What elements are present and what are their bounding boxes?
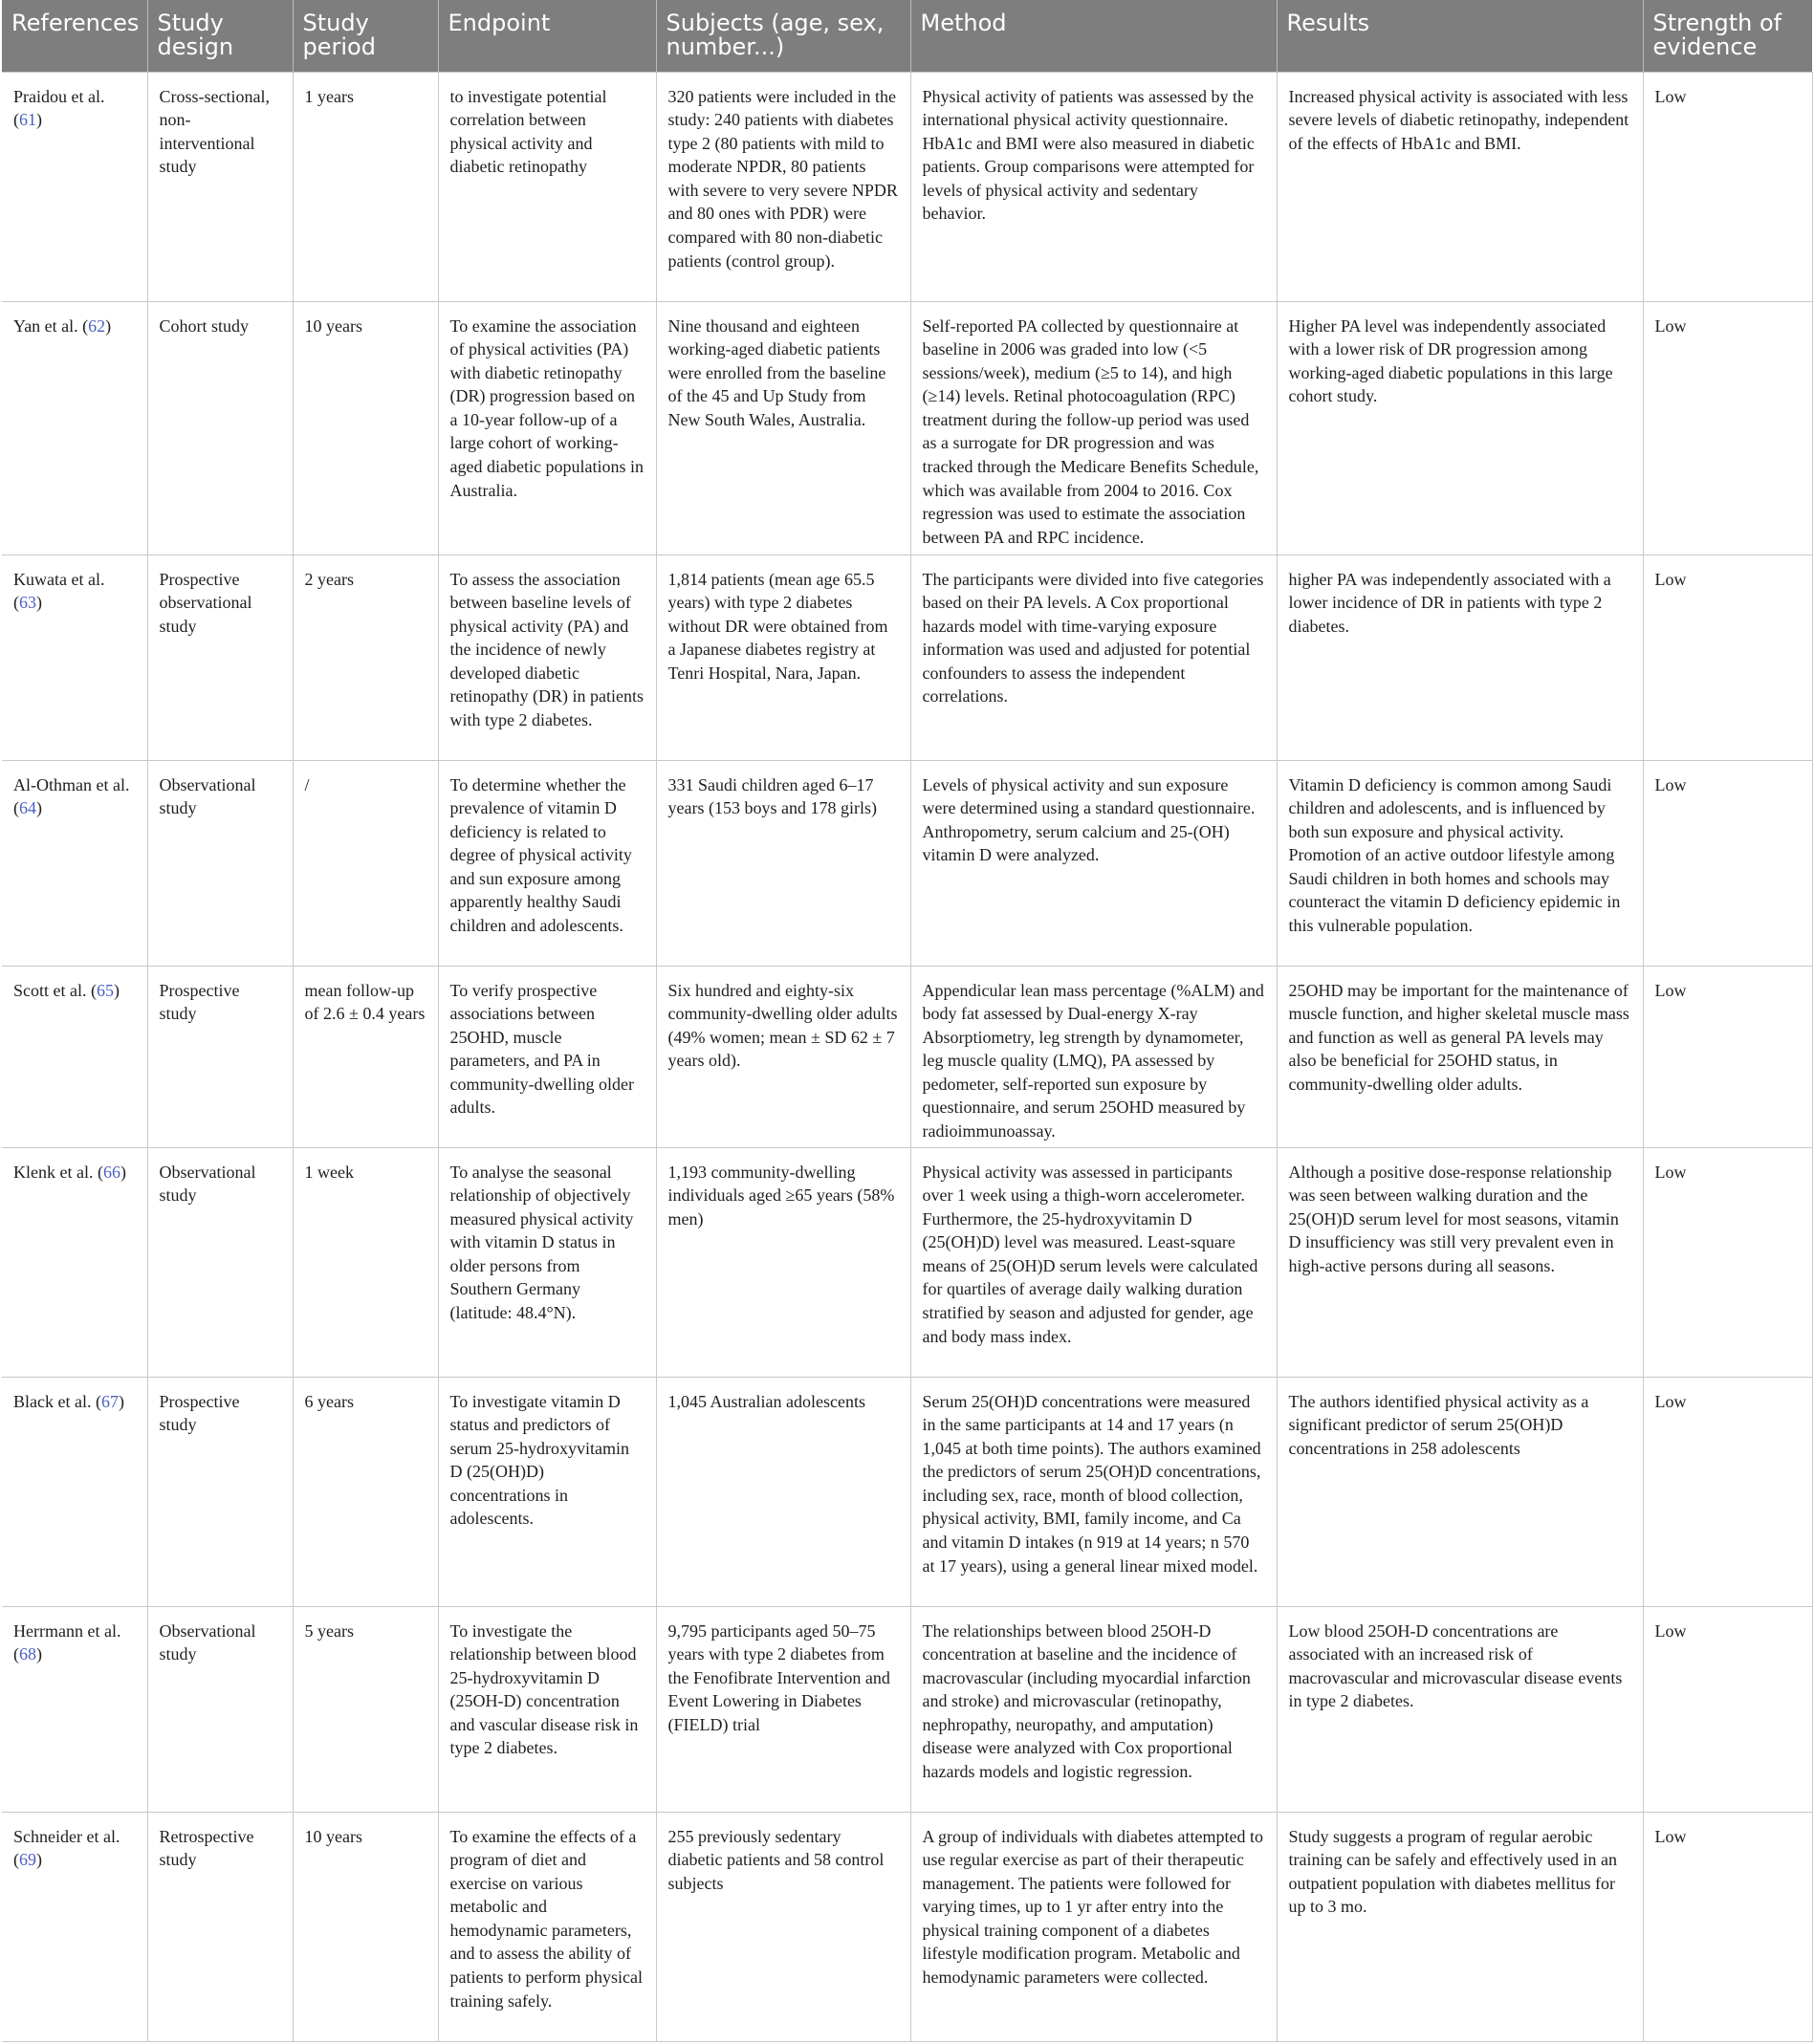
cell-strength: Low <box>1643 554 1812 760</box>
reference-link[interactable]: 64 <box>19 798 36 818</box>
cell-subjects: 255 previously sedentary diabetic patients and 58 control subjects <box>656 1812 910 2041</box>
cell-design: Cross-sectional, non-interventional study <box>147 72 293 301</box>
cell-results: Study suggests a program of regular aerobic training can be safely and effectively used in an outpatient population with diabetes mellitus for up to 3 mo. <box>1277 1812 1643 2041</box>
cell-design: Observational study <box>147 1147 293 1377</box>
cell-results: Although a positive dose-response relationship was seen between walking duration and the 25(OH)D serum level for most seasons, vitamin D insufficiency was still very prevalent even in high-active persons during all seasons. <box>1277 1147 1643 1377</box>
cell-period: 5 years <box>293 1606 438 1812</box>
cell-method: Physical activity was assessed in participants over 1 week using a thigh-worn accelerometer. Furthermore, the 25-hydroxyvitamin D (25(OH)D) level was measured. Least-square means of 25(OH)D serum levels were calculated for quartiles of average daily walking duration stratified by season and adjusted for gender, age and body mass index. <box>910 1147 1277 1377</box>
cell-period: 1 week <box>293 1147 438 1377</box>
table-row <box>2 966 1812 1147</box>
studies-table <box>2 0 1813 2042</box>
table-row <box>2 554 1812 760</box>
cell-strength: Low <box>1643 966 1812 1147</box>
cell-subjects: Six hundred and eighty-six community-dwelling older adults (49% women; mean ± SD 62 ± 7 years old). <box>656 966 910 1147</box>
cell-method: A group of individuals with diabetes attempted to use regular exercise as part of their therapeutic management. The patients were followed for varying times, up to 1 yr after entry into the physical training component of a diabetes lifestyle modification program. Metabolic and hemodynamic parameters were collected. <box>910 1812 1277 2041</box>
cell-reference: Scott et al. (65) <box>2 966 147 1147</box>
cell-subjects: 1,193 community-dwelling individuals aged ≥65 years (58% men) <box>656 1147 910 1377</box>
cell-endpoint: To verify prospective associations between 25OHD, muscle parameters, and PA in community-dwelling older adults. <box>438 966 656 1147</box>
cell-method: The participants were divided into five categories based on their PA levels. A Cox proportional hazards model with time-varying exposure information was used and adjusted for potential confounders to assess the independent correlations. <box>910 554 1277 760</box>
cell-reference: Herrmann et al. (68) <box>2 1606 147 1812</box>
table-row <box>2 72 1812 301</box>
cell-method: Serum 25(OH)D concentrations were measured in the same participants at 14 and 17 years (n 1,045 at both time points). The authors examined the predictors of serum 25(OH)D concentrations, including sex, race, month of blood collection, physical activity, BMI, family income, and Ca and vitamin D intakes (n 919 at 14 years; n 570 at 17 years), using a general linear mixed model. <box>910 1377 1277 1606</box>
cell-reference: Klenk et al. (66) <box>2 1147 147 1377</box>
cell-period: 10 years <box>293 301 438 554</box>
cell-strength: Low <box>1643 1147 1812 1377</box>
cell-results: Increased physical activity is associated with less severe levels of diabetic retinopathy, independent of the effects of HbA1c and BMI. <box>1277 72 1643 301</box>
cell-period: / <box>293 760 438 966</box>
table-row <box>2 1377 1812 1606</box>
header-method: Method <box>910 0 1277 72</box>
cell-design: Observational study <box>147 1606 293 1812</box>
table-row <box>2 1147 1812 1377</box>
table-row <box>2 1606 1812 1812</box>
table-row <box>2 1812 1812 2041</box>
cell-strength: Low <box>1643 1606 1812 1812</box>
cell-subjects: 1,814 patients (mean age 65.5 years) with type 2 diabetes without DR were obtained from a Japanese diabetes registry at Tenri Hospital, Nara, Japan. <box>656 554 910 760</box>
cell-endpoint: To examine the effects of a program of diet and exercise on various metabolic and hemodynamic parameters, and to assess the ability of patients to perform physical training safely. <box>438 1812 656 2041</box>
header-results: Results <box>1277 0 1643 72</box>
cell-period: 2 years <box>293 554 438 760</box>
reference-link[interactable]: 62 <box>88 315 106 336</box>
cell-results: Low blood 25OH-D concentrations are associated with an increased risk of macrovascular and microvascular disease events in type 2 diabetes. <box>1277 1606 1643 1812</box>
cell-results: 25OHD may be important for the maintenance of muscle function, and higher skeletal muscle mass and function as well as general PA levels may also be beneficial for 25OHD status, in community-dwelling older adults. <box>1277 966 1643 1147</box>
table-row <box>2 301 1812 554</box>
cell-endpoint: To analyse the seasonal relationship of objectively measured physical activity with vitamin D status in older persons from Southern Germany (latitude: 48.4°N). <box>438 1147 656 1377</box>
reference-link[interactable]: 65 <box>96 980 114 1000</box>
cell-design: Observational study <box>147 760 293 966</box>
reference-link[interactable]: 67 <box>100 1391 119 1411</box>
cell-design: Retrospective study <box>147 1812 293 2041</box>
cell-subjects: 9,795 participants aged 50–75 years with type 2 diabetes from the Fenofibrate Intervention and Event Lowering in Diabetes (FIELD) trial <box>656 1606 910 1812</box>
cell-strength: Low <box>1643 1812 1812 2041</box>
cell-results: The authors identified physical activity as a significant predictor of serum 25(OH)D concentrations in 258 adolescents <box>1277 1377 1643 1606</box>
cell-endpoint: To investigate vitamin D status and predictors of serum 25-hydroxyvitamin D (25(OH)D) concentrations in adolescents. <box>438 1377 656 1606</box>
cell-design: Prospective observational study <box>147 554 293 760</box>
cell-method: Levels of physical activity and sun exposure were determined using a standard questionnaire. Anthropometry, serum calcium and 25-(OH) vitamin D were analyzed. <box>910 760 1277 966</box>
cell-results: Higher PA level was independently associated with a lower risk of DR progression among working-aged diabetic populations in this large cohort study. <box>1277 301 1643 554</box>
cell-results: Vitamin D deficiency is common among Saudi children and adolescents, and is influenced by both sun exposure and physical activity. Promotion of an active outdoor lifestyle among Saudi children in both homes and schools may counteract the vitamin D deficiency epidemic in this vulnerable population. <box>1277 760 1643 966</box>
cell-reference: Al-Othman et al. (64) <box>2 760 147 966</box>
reference-link[interactable]: 66 <box>102 1162 120 1182</box>
cell-reference: Black et al. (67) <box>2 1377 147 1606</box>
cell-reference: Yan et al. (62) <box>2 301 147 554</box>
cell-period: 1 years <box>293 72 438 301</box>
cell-endpoint: To assess the association between baseline levels of physical activity (PA) and the incidence of newly developed diabetic retinopathy (DR) in patients with type 2 diabetes. <box>438 554 656 760</box>
header-endpoint: Endpoint <box>438 0 656 72</box>
cell-design: Prospective study <box>147 1377 293 1606</box>
table-header-row <box>2 0 1812 72</box>
cell-strength: Low <box>1643 301 1812 554</box>
cell-strength: Low <box>1643 72 1812 301</box>
header-strength-of-evidence: Strength of evidence <box>1643 0 1812 72</box>
cell-method: Physical activity of patients was assessed by the international physical activity questionnaire. HbA1c and BMI were also measured in diabetic patients. Group comparisons were attempted for levels of physical activity and sedentary behavior. <box>910 72 1277 301</box>
reference-link[interactable]: 69 <box>19 1850 36 1870</box>
header-references: References <box>2 0 147 72</box>
cell-reference: Praidou et al. (61) <box>2 72 147 301</box>
reference-link[interactable]: 63 <box>19 593 36 613</box>
cell-design: Prospective study <box>147 966 293 1147</box>
table-row <box>2 760 1812 966</box>
cell-period: mean follow-up of 2.6 ± 0.4 years <box>293 966 438 1147</box>
cell-method: The relationships between blood 25OH-D concentration at baseline and the incidence of macrovascular (including myocardial infarction and stroke) and microvascular (retinopathy, nephropathy, neuropathy, and amputation) disease were analyzed with Cox proportional hazards models and logistic regression. <box>910 1606 1277 1812</box>
cell-strength: Low <box>1643 1377 1812 1606</box>
header-subjects: Subjects (age, sex, number...) <box>656 0 910 72</box>
cell-design: Cohort study <box>147 301 293 554</box>
cell-subjects: 1,045 Australian adolescents <box>656 1377 910 1606</box>
cell-subjects: 331 Saudi children aged 6–17 years (153 boys and 178 girls) <box>656 760 910 966</box>
cell-strength: Low <box>1643 760 1812 966</box>
reference-link[interactable]: 68 <box>19 1644 36 1664</box>
cell-reference: Schneider et al. (69) <box>2 1812 147 2041</box>
cell-reference: Kuwata et al. (63) <box>2 554 147 760</box>
cell-endpoint: to investigate potential correlation between physical activity and diabetic retinopathy <box>438 72 656 301</box>
cell-method: Appendicular lean mass percentage (%ALM) and body fat assessed by Dual-energy X-ray Absorptiometry, leg strength by dynamometer, leg muscle quality (LMQ), PA assessed by pedometer, self-reported sun exposure by questionnaire, and serum 25OHD measured by radioimmunoassay. <box>910 966 1277 1147</box>
cell-endpoint: To investigate the relationship between blood 25-hydroxyvitamin D (25OH-D) concentration and vascular disease risk in type 2 diabetes. <box>438 1606 656 1812</box>
cell-subjects: 320 patients were included in the study: 240 patients with diabetes type 2 (80 patients with mild to moderate NPDR, 80 patients with severe to very severe NPDR and 80 ones with PDR) were compared with 80 non-diabetic patients (control group). <box>656 72 910 301</box>
cell-period: 6 years <box>293 1377 438 1606</box>
cell-results: higher PA was independently associated with a lower incidence of DR in patients with type 2 diabetes. <box>1277 554 1643 760</box>
header-study-design: Study design <box>147 0 293 72</box>
cell-subjects: Nine thousand and eighteen working-aged diabetic patients were enrolled from the baseline of the 45 and Up Study from New South Wales, Australia. <box>656 301 910 554</box>
reference-link[interactable]: 61 <box>19 110 36 130</box>
header-study-period: Study period <box>293 0 438 72</box>
cell-endpoint: To determine whether the prevalence of vitamin D deficiency is related to degree of physical activity and sun exposure among apparently healthy Saudi children and adolescents. <box>438 760 656 966</box>
cell-endpoint: To examine the association of physical activities (PA) with diabetic retinopathy (DR) progression based on a 10-year follow-up of a large cohort of working-aged diabetic populations in Australia. <box>438 301 656 554</box>
cell-method: Self-reported PA collected by questionnaire at baseline in 2006 was graded into low (<5 sessions/week), medium (≥5 to 14), and high (≥14) levels. Retinal photocoagulation (RPC) treatment during the follow-up period was used as a surrogate for DR progression and was tracked through the Medicare Benefits Schedule, which was available from 2004 to 2016. Cox regression was used to estimate the association between PA and RPC incidence. <box>910 301 1277 554</box>
cell-period: 10 years <box>293 1812 438 2041</box>
